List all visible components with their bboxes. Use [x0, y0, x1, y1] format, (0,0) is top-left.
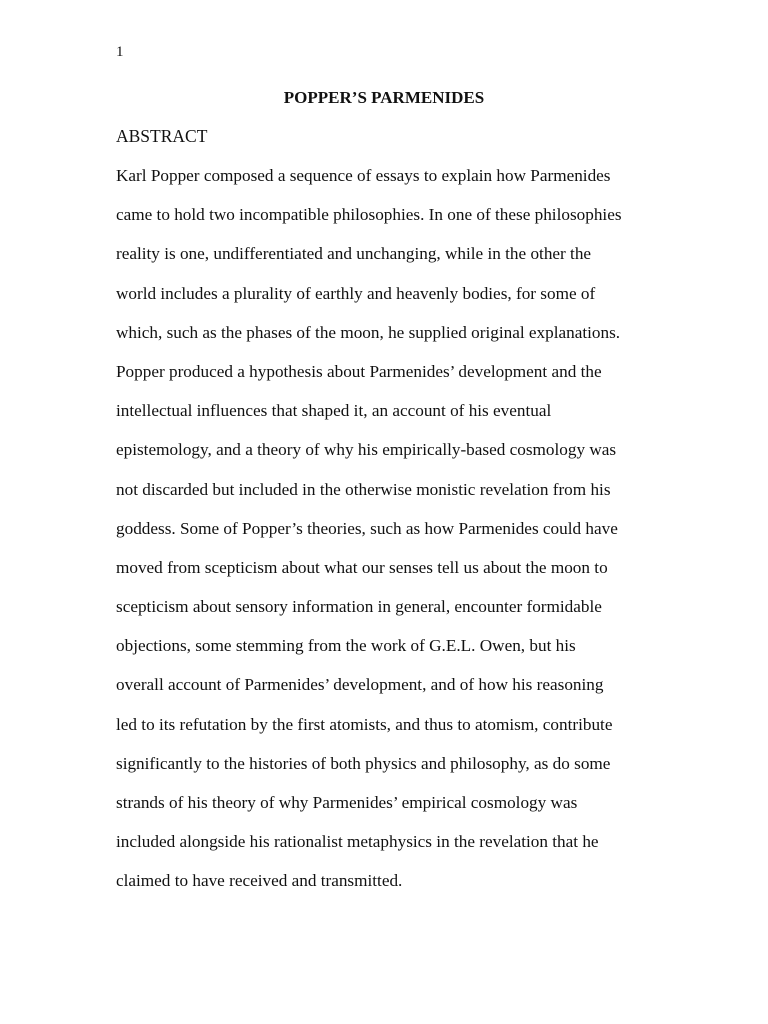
abstract-line: world includes a plurality of earthly and heavenly bodies, for some of [116, 283, 596, 303]
abstract-line: came to hold two incompatible philosophies. In one of these philosophies [116, 205, 622, 225]
abstract-line: led to its refutation by the first atomists, and thus to atomism, contribute [116, 714, 613, 734]
abstract-heading: ABSTRACT [116, 126, 208, 146]
abstract-line: claimed to have received and transmitted. [116, 871, 403, 891]
abstract-line: objections, some stemming from the work of G.E.L. Owen, but his [116, 636, 576, 656]
abstract-line: intellectual influences that shaped it, an account of his eventual [116, 401, 552, 421]
abstract-line: reality is one, undifferentiated and unchanging, while in the other the [116, 244, 592, 264]
abstract-line: epistemology, and a theory of why his empirically-based cosmology was [116, 440, 617, 460]
abstract-line: which, such as the phases of the moon, he supplied original explanations. [116, 322, 621, 342]
paper-title: POPPER’S PARMENIDES [283, 88, 485, 107]
abstract-line: goddess. Some of Popper’s theories, such as how Parmenides could have [116, 518, 618, 538]
abstract-line: strands of his theory of why Parmenides’ empirical cosmology was [116, 793, 578, 812]
abstract-line: included alongside his rationalist metaphysics in the revelation that he [116, 832, 599, 852]
abstract-line: significantly to the histories of both physics and philosophy, as do some [116, 753, 611, 773]
abstract-line: Karl Popper composed a sequence of essays to explain how Parmenides [116, 166, 611, 185]
abstract-line: overall account of Parmenides’ development, and of how his reasoning [116, 675, 604, 695]
abstract-line: moved from scepticism about what our senses tell us about the moon to [116, 557, 608, 577]
abstract-line: Popper produced a hypothesis about Parmenides’ development and the [116, 361, 602, 381]
abstract-line: not discarded but included in the otherwise monistic revelation from his [116, 479, 611, 499]
abstract-line: scepticism about sensory information in general, encounter formidable [116, 597, 602, 617]
abstract-body [116, 166, 676, 911]
page-number: 1 [116, 44, 124, 60]
